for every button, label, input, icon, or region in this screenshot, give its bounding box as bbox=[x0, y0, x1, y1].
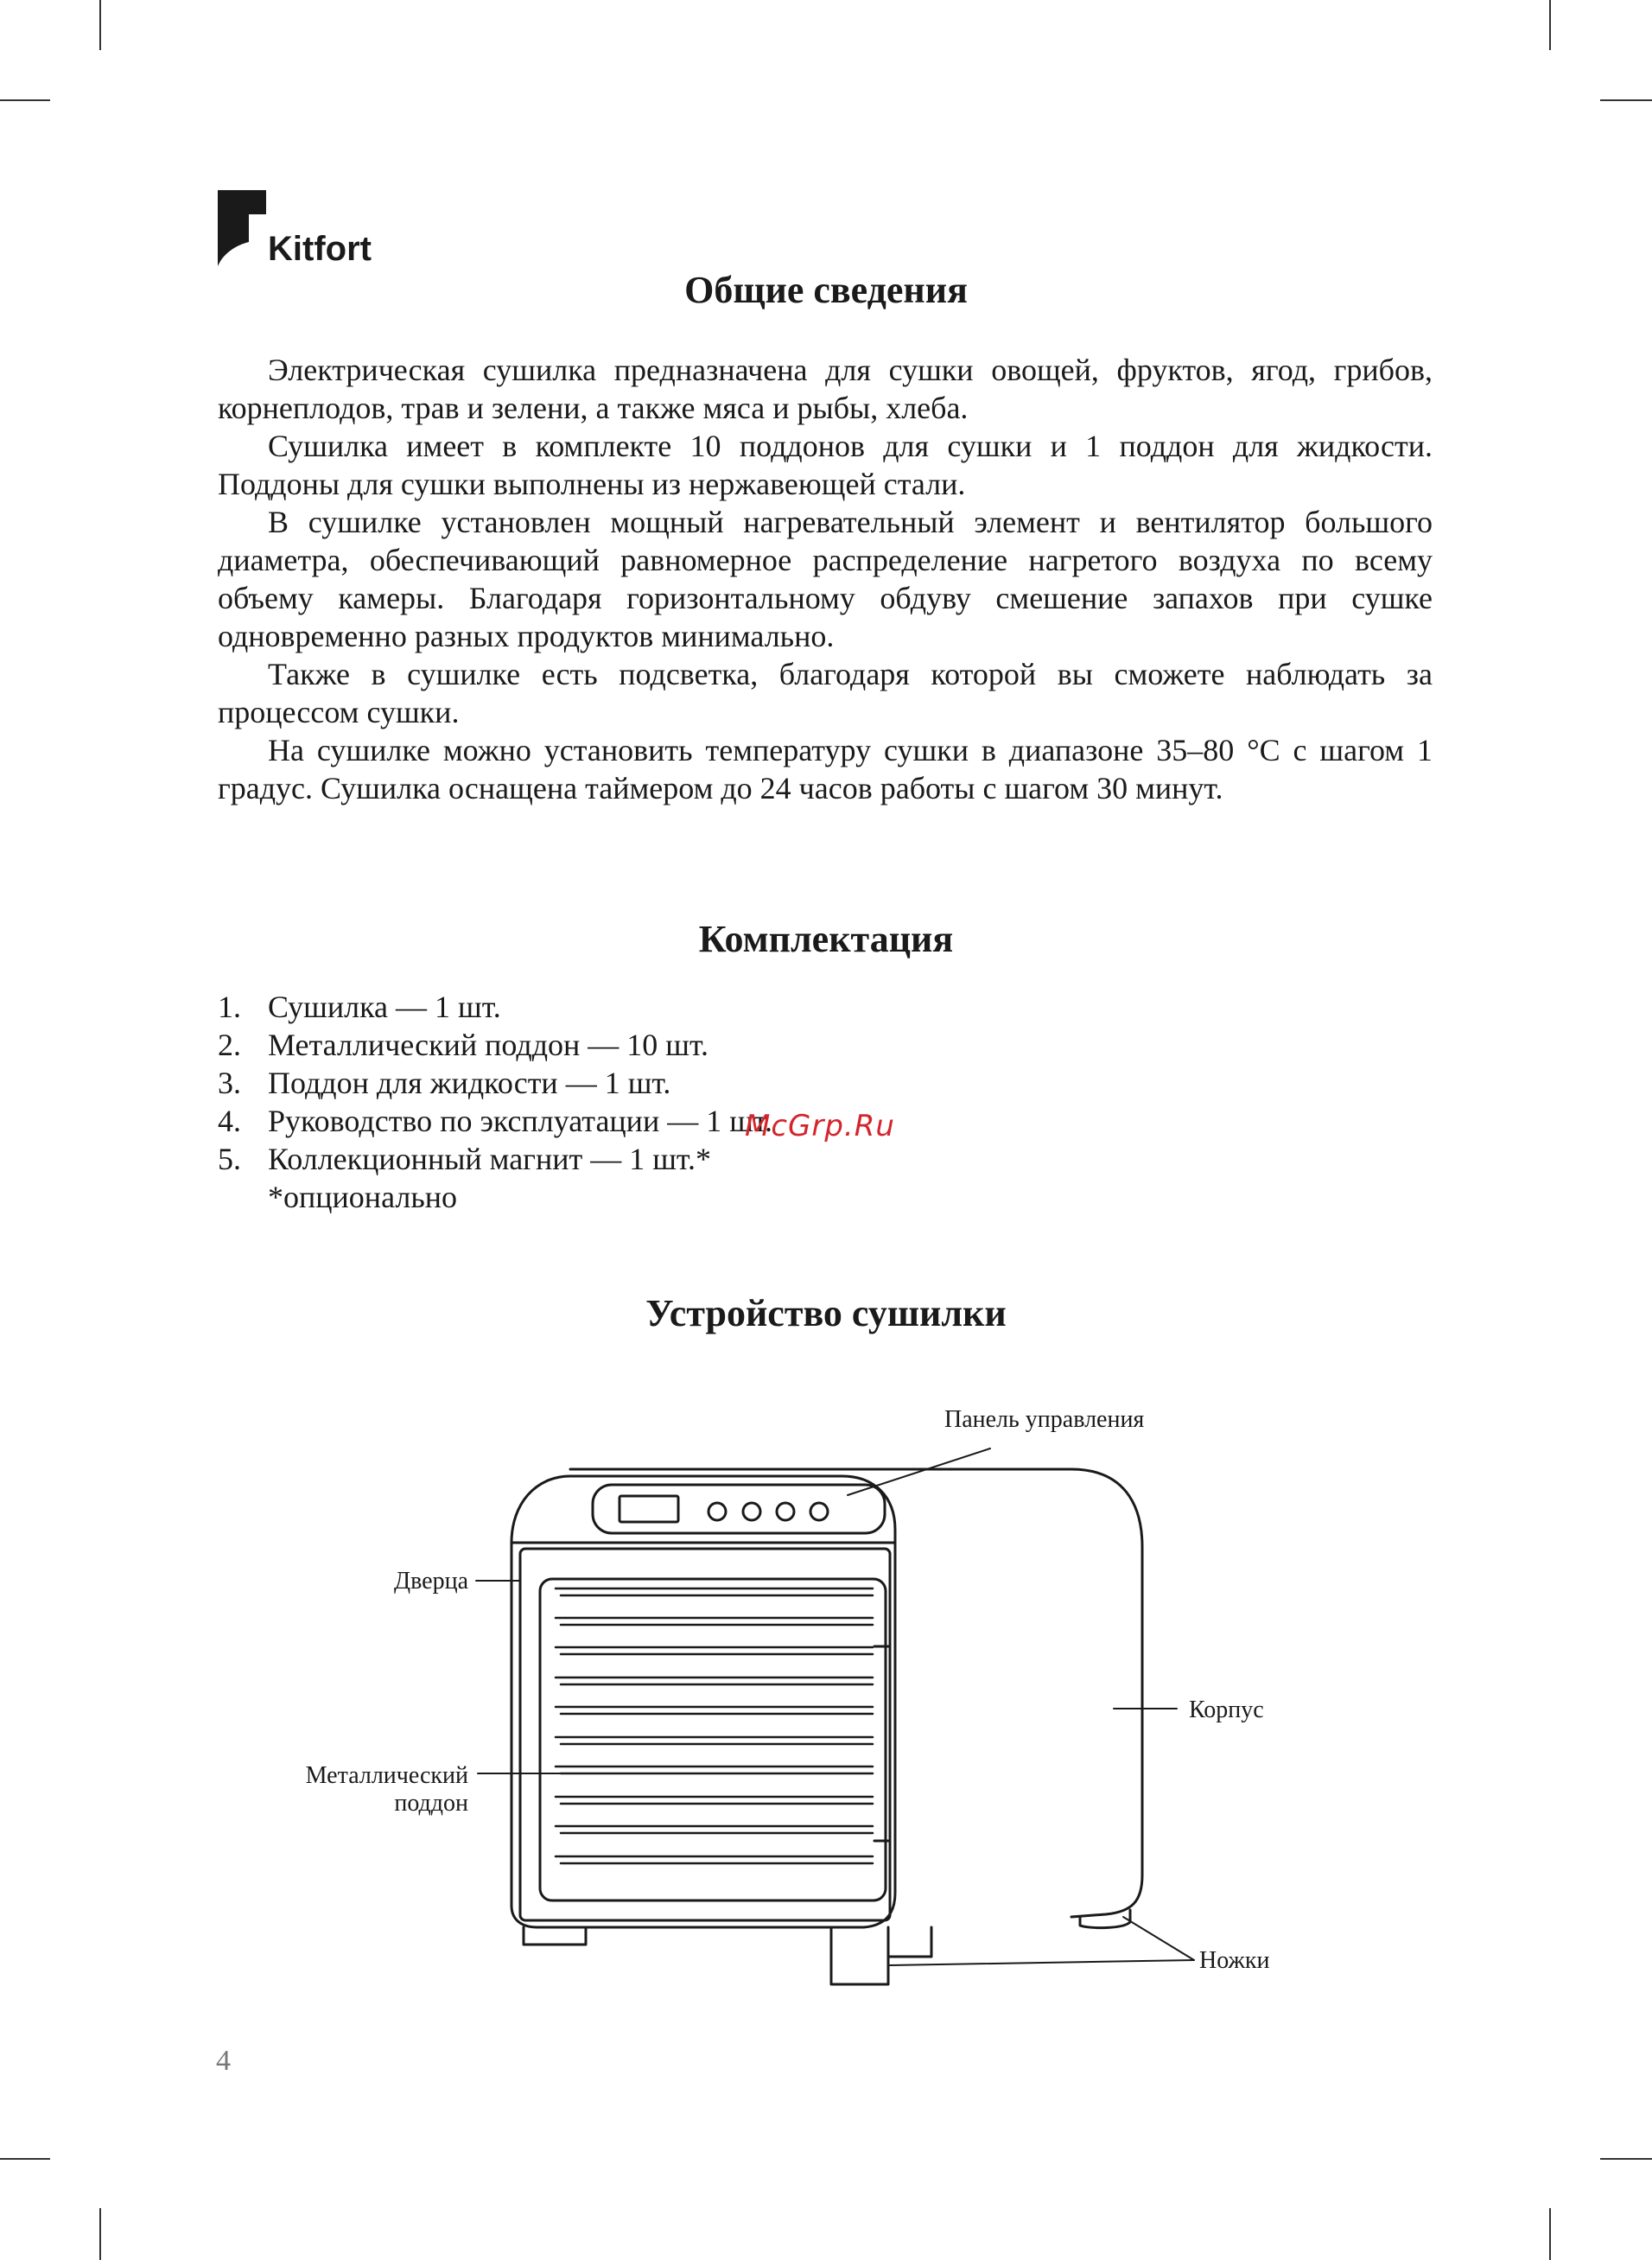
leader-line bbox=[1123, 1917, 1194, 1960]
section-title-device: Устройство сушилки bbox=[645, 1292, 1007, 1334]
list-item-number: 5. bbox=[218, 1142, 241, 1176]
paragraph: Сушилка имеет в комплекте 10 поддонов для сушки и 1 поддон для жидкости. Поддоны для сушки выполнены из нержавеющей стали. bbox=[218, 429, 1433, 501]
paragraph: Электрическая сушилка предназначена для сушки овощей, фруктов, ягод, грибов, корнеплодов, трав и зелени, а также мяса и рыбы, хлеба. bbox=[218, 353, 1433, 425]
list-item-number: 2. bbox=[218, 1028, 241, 1062]
list-item-text: Металлический поддон — 10 шт. bbox=[268, 1028, 709, 1062]
foot bbox=[888, 1927, 931, 1957]
label-door: Дверца bbox=[394, 1568, 468, 1595]
list-item-text: Руководство по эксплуатации — 1 шт. bbox=[268, 1104, 772, 1138]
foot bbox=[1080, 1910, 1130, 1928]
list-item-number: 1. bbox=[218, 990, 241, 1024]
label-tray-line2: поддон bbox=[394, 1790, 468, 1817]
control-button bbox=[708, 1503, 726, 1520]
list-item-number: 4. bbox=[218, 1104, 241, 1138]
paragraph: На сушилке можно установить температуру сушки в диапазоне 35–80 °C с шагом 1 градус. Сушилка оснащена таймером до 24 часов работы с шагом 30 минут. bbox=[218, 733, 1433, 805]
door bbox=[520, 1549, 890, 1920]
page-number: 4 bbox=[216, 2045, 231, 2077]
leader-line bbox=[890, 1960, 1194, 1965]
list-item-text: Сушилка — 1 шт. bbox=[268, 990, 501, 1024]
metal-trays bbox=[556, 1588, 873, 1863]
list-item-text: Коллекционный магнит — 1 шт.* bbox=[268, 1142, 711, 1176]
paragraph: Также в сушилке есть подсветка, благодаря которой вы сможете наблюдать за процессом сушки. bbox=[218, 657, 1433, 729]
door-window bbox=[540, 1579, 886, 1900]
dryer-body bbox=[570, 1469, 1142, 1917]
list-item-text: Поддон для жидкости — 1 шт. bbox=[268, 1066, 671, 1100]
paragraph: В сушилке установлен мощный нагревательный элемент и вентилятор большого диаметра, обеспечивающий равномерное распределение нагретого воздуха по всему объему камеры. Благодаря горизонтальному обдуву смешение запахов при сушке одновременно разных продуктов минимально. bbox=[218, 505, 1433, 653]
foot bbox=[524, 1927, 586, 1945]
leader-line bbox=[848, 1448, 990, 1495]
brand-name: Kitfort bbox=[268, 230, 372, 268]
section-title-general: Общие сведения bbox=[684, 269, 968, 311]
control-button bbox=[777, 1503, 794, 1520]
control-panel bbox=[593, 1485, 885, 1533]
list-item-number: 3. bbox=[218, 1066, 241, 1100]
label-body: Корпус bbox=[1189, 1697, 1264, 1723]
optional-note: *опционально bbox=[268, 1180, 458, 1214]
label-control-panel: Панель управления bbox=[944, 1406, 1145, 1433]
control-button bbox=[810, 1503, 828, 1520]
label-tray-line1: Металлический bbox=[305, 1762, 468, 1789]
foot bbox=[831, 1927, 888, 1984]
display-screen bbox=[620, 1496, 678, 1522]
label-feet: Ножки bbox=[1199, 1947, 1270, 1974]
watermark: McGrp.Ru bbox=[745, 1109, 895, 1143]
section-title-contents: Комплектация bbox=[698, 918, 954, 960]
control-button bbox=[743, 1503, 760, 1520]
